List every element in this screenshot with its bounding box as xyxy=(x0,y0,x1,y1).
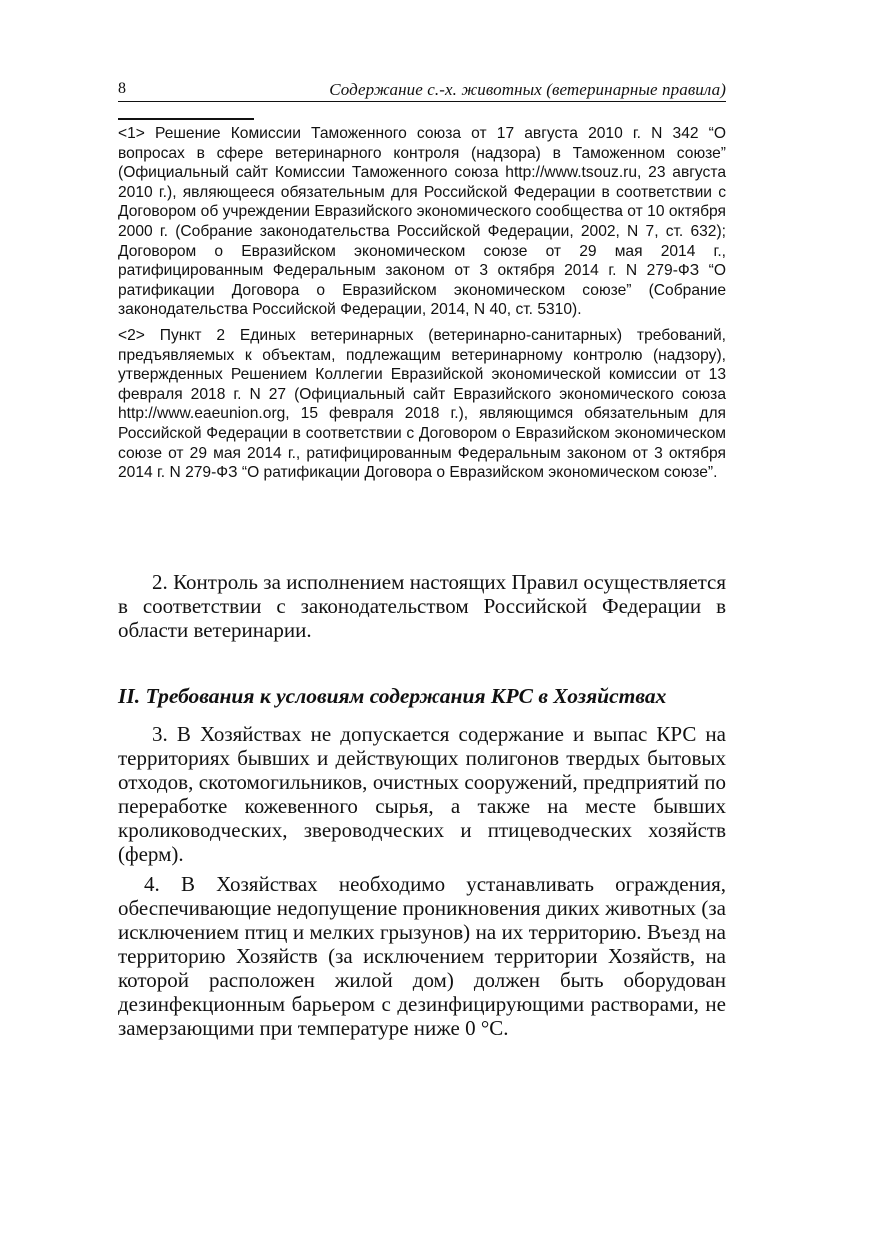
paragraph-2: 2. Контроль за исполнением настоящих Правил осуществляется в соответствии с законодательством Российской Федерации в области ветеринарии. xyxy=(118,570,726,642)
footnotes xyxy=(118,124,726,489)
running-title: Содержание с.-х. животных (ветеринарные правила) xyxy=(329,80,726,99)
page-header xyxy=(118,80,726,100)
footnote-1: <1> Решение Комиссии Таможенного союза от 17 августа 2010 г. N 342 “О вопросах в сфере ветеринарного контроля (надзора) в Таможенном союзе” (Официальный сайт Комиссии Таможенного союза http://www.tsouz.ru, 23 августа 2010 г.), являющееся обязательным для Российской Федерации в соответствии с Договором об учреждении Евразийского экономического сообщества от 10 октября 2000 г. (Собрание законодательства Российской Федерации, 2002, N 7, ст. 632); Договором о Евразийском экономическом союзе от 29 мая 2014 г., ратифицированным Федеральным законом от 3 октября 2014 г. N 279-ФЗ “О ратификации Договора о Евразийском экономическом союзе” (Собрание законодательства Российской Федерации, 2014, N 40, ст. 5310). xyxy=(118,125,726,319)
header-rule xyxy=(118,101,726,102)
section-heading: II. Требования к условиям содержания КРС в Хозяйствах xyxy=(118,684,667,708)
page-number: 8 xyxy=(118,80,126,97)
footnote-rule xyxy=(118,118,254,120)
paragraph-4: 4. В Хозяйствах необходимо устанавливать ограждения, обеспечивающие недопущение проникновения диких животных (за исключением птиц и мелких грызунов) на их территорию. Въезд на территорию Хозяйств (за исключением территории Хозяйств, на которой расположен жилой дом) должен быть оборудован дезинфекционным барьером с дезинфицирующими растворами, не замерзающими при температуре ниже 0 °С. xyxy=(118,872,726,1040)
paragraph-3: 3. В Хозяйствах не допускается содержание и выпас КРС на территориях бывших и действующих полигонов твердых бытовых отходов, скотомогильников, очистных сооружений, предприятий по переработке кожевенного сырья, а также на месте бывших кролиководческих, звероводческих и птицеводческих хозяйств (ферм). xyxy=(118,722,726,866)
footnote-2: <2> Пункт 2 Единых ветеринарных (ветеринарно-санитарных) требований, предъявляемых к объектам, подлежащим ветеринарному контролю (надзору), утвержденных Решением Коллегии Евразийской экономической комиссии от 13 февраля 2018 г. N 27 (Официальный сайт Евразийского экономического союза http://www.eaeunion.org, 15 февраля 2018 г.), являющимся обязательным для Российской Федерации в соответствии с Договором о Евразийском экономическом союзе от 29 мая 2014 г., ратифицированным Федеральным законом от 3 октября 2014 г. N 279-ФЗ “О ратификации Договора о Евразийском экономическом союзе”. xyxy=(118,326,726,482)
body-text xyxy=(118,570,726,1040)
